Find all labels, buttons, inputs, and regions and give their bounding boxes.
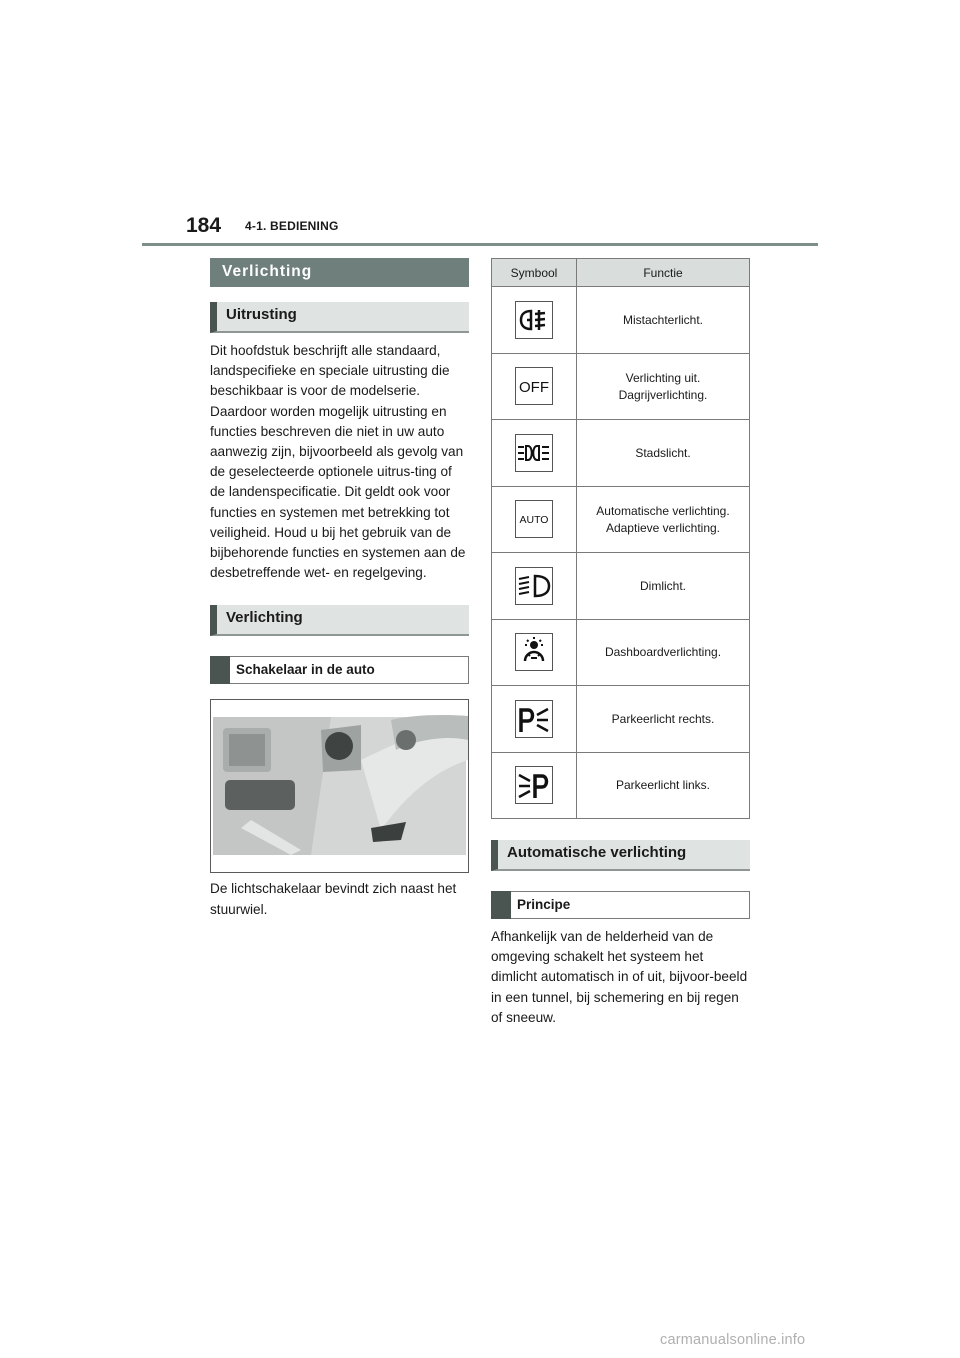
page-number: 184 — [186, 214, 222, 237]
table-row — [492, 752, 750, 819]
uitrusting-text: Dit hoofdstuk beschrijft alle standaard, landspecifieke en speciale uitrusting die beschikbaar is voor de modelserie. Daardoor worden mogelijk uitrusting en functies beschreven die niet in uw auto aanwezig zijn, bijvoorbeeld als gevolg van de geselecteerde optionele uitrus-ting of de landenspecificatie. Dit geldt ook voor functies en systemen met betrekking tot veiligheid. Houd u bij het gebruik van de bijbehorende functies en systemen aan de desbetreffende wet- en regelgeving. — [210, 343, 466, 581]
function-label: Dagrijverlichting. — [618, 387, 708, 402]
dashboard-lighting-icon — [515, 633, 553, 671]
auto-label-icon — [515, 500, 553, 538]
svg-text:AUTO: AUTO — [519, 514, 549, 527]
function-label: Parkeerlicht links. — [615, 778, 711, 793]
table-header-row — [492, 259, 750, 287]
parking-lights-icon — [515, 434, 553, 472]
function-label: Adaptieve verlichting. — [605, 520, 721, 535]
right-column — [491, 258, 750, 1028]
off-label-icon — [515, 367, 553, 405]
table-row — [492, 686, 750, 753]
left-column — [210, 258, 469, 920]
header-rule — [142, 243, 818, 246]
light-switch-photo — [210, 699, 469, 873]
principe-text: Afhankelijk van de helderheid van de omgeving schakelt het systeem het dimlicht automatisch in of uit, bijvoor-beeld in een tunnel, bij schemering en bij regen of sneeuw. — [491, 929, 748, 1025]
low-beam-icon — [515, 567, 553, 605]
symbol-table — [491, 258, 750, 819]
heading-schakelaar: Schakelaar in de auto — [210, 656, 469, 684]
table-row — [492, 486, 750, 553]
heading-automatische-verlichting: Automatische verlichting — [491, 840, 750, 871]
function-label: Dimlicht. — [639, 578, 686, 593]
table-row — [492, 619, 750, 686]
svg-text:OFF: OFF — [519, 379, 549, 397]
table-row — [492, 420, 750, 487]
heading-verlichting: Verlichting — [210, 605, 469, 636]
watermark: carmanualsonline.info — [660, 1332, 806, 1348]
car-interior-illustration — [211, 700, 468, 872]
front-fog-light-icon — [515, 301, 553, 339]
col-symbol-header: Symbool — [492, 259, 577, 287]
col-function-header: Functie — [577, 259, 750, 287]
parking-light-left-icon — [515, 766, 553, 804]
heading-uitrusting: Uitrusting — [210, 302, 469, 333]
photo-caption: De lichtschakelaar bevindt zich naast het stuurwiel. — [210, 881, 457, 917]
table-row — [492, 287, 750, 354]
parking-light-right-icon — [515, 700, 553, 738]
function-label: Parkeerlicht rechts. — [611, 711, 715, 726]
table-row — [492, 553, 750, 620]
function-label: Automatische verlichting. — [596, 503, 730, 518]
function-label: Stadslicht. — [635, 445, 691, 460]
function-label: Verlichting uit. — [625, 370, 701, 385]
section-title: Verlichting — [210, 258, 469, 287]
table-row — [492, 353, 750, 420]
function-label: Mistachterlicht. — [622, 312, 704, 327]
function-label: Dashboardverlichting. — [604, 645, 722, 660]
heading-principe: Principe — [491, 891, 750, 919]
chapter-title: 4-1. BEDIENING — [245, 219, 339, 233]
